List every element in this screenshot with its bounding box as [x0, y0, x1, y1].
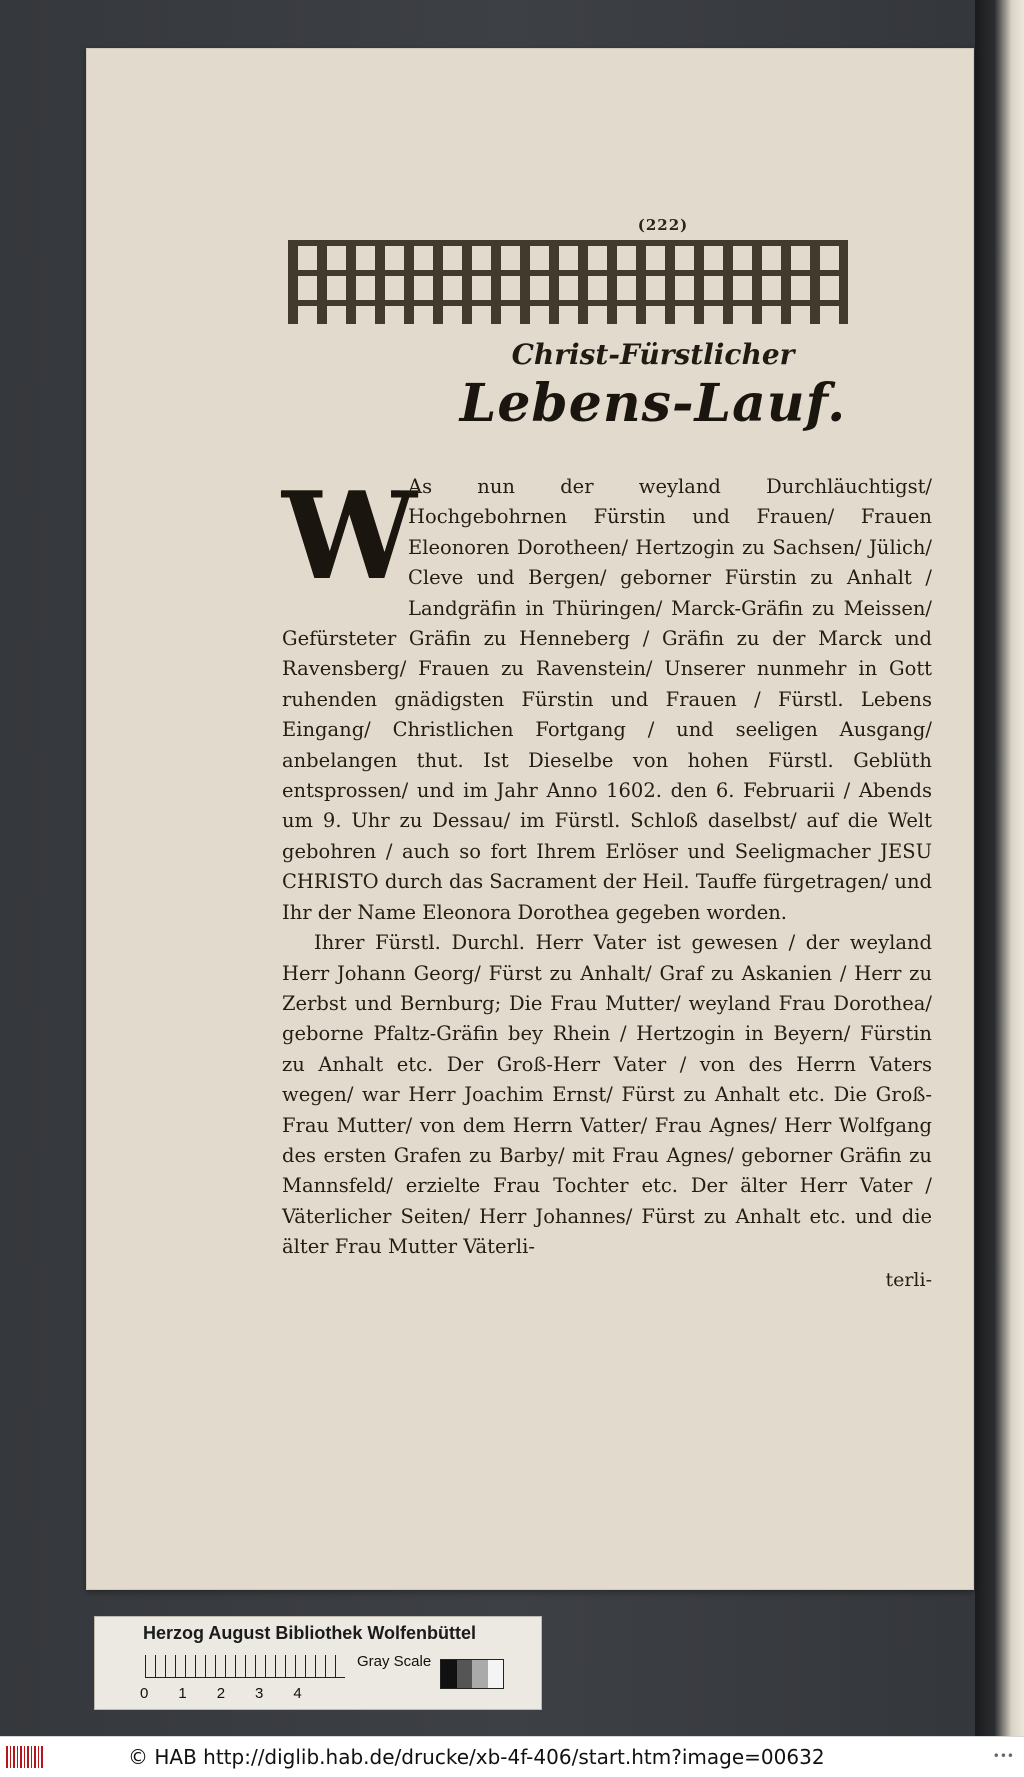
- gray-patches: [440, 1659, 504, 1689]
- ornament-band-icon: [288, 240, 848, 324]
- paragraph: As nun der weyland Durchläuchtigst/ Hochgebohrnen Fürstin und Frauen/ Frauen Eleonoren Dorotheen/ Hertzogin zu Sachsen/ Jülich/ Cleve und Bergen/ geborner Fürstin zu Anhalt / Landgräfin in Thüringen/ Marck-Gräfin zu Meissen/ Gefürsteter Gräfin zu Henneberg / Gräfin zu der Marck und Ravensberg/ Frauen zu Ravenstein/ Unserer nunmehr in Gott ruhenden gnädigsten Fürstin und Frauen / Fürstl. Lebens Eingang/ Christlichen Fortgang / und seeligen Ausgang/ anbelangen thut. Ist Dieselbe von hohen Fürstl. Geblüth entsprossen/ und im Jahr Anno 1602. den 6. Februarii / Abends um 9. Uhr zu Dessau/ im Fürstl. Schloß daselbst/ auf die Welt gebohren / auch so fort Ihrem Erlöser und Seeligmacher JESU CHRISTO durch das Sacrament der Heil. Tauffe fürgetragen/ und Ihr der Name Eleonora Dorothea gegeben worden.: [282, 475, 932, 924]
- catchword: terli-: [885, 1268, 932, 1291]
- gray-patch: [472, 1660, 488, 1688]
- ruler-numbers: [140, 1685, 370, 1702]
- page-header: [368, 216, 1018, 446]
- ruler-number: 1: [178, 1685, 187, 1702]
- dropcap: W: [282, 466, 417, 607]
- heading-large: Lebens-Lauf.: [459, 373, 847, 434]
- hab-logo-icon: [6, 1746, 44, 1768]
- page-number: (222): [637, 216, 689, 234]
- paragraph: Ihrer Fürstl. Durchl. Herr Vater ist gewesen / der weyland Herr Johann Georg/ Fürst zu Anhalt/ Graf zu Askanien / Herr zu Zerbst und Bernburg; Die Frau Mutter/ weyland Frau Dorothea/ geborne Pfaltz-Gräfin bey Rhein / Hertzogin in Beyern/ Fürstin zu Anhalt etc. Der Groß-Herr Vater / von des Herrn Vaters wegen/ war Herr Joachim Ernst/ Fürst zu Anhalt etc. Die Groß-Frau Mutter/ von dem Herrn Vatter/ Frau Agnes/ Herr Wolfgang des ersten Grafen zu Barby/ mit Frau Agnes/ geborner Gräfin zu Mannsfeld/ erzielte Frau Tochter etc. Der älter Herr Vater / Väterlicher Seiten/ Herr Johannes/ Fürst zu Anhalt etc. und die älter Frau Mutter Väterli-: [282, 931, 932, 1259]
- footer-link[interactable]: © HAB http://diglib.hab.de/drucke/xb-4f-406/start.htm?image=00632: [128, 1745, 825, 1769]
- gray-scale-card: [94, 1616, 542, 1710]
- gray-scale-label: Gray Scale: [357, 1653, 432, 1670]
- ruler-number: 0: [140, 1685, 149, 1702]
- ruler-number: 2: [216, 1685, 226, 1702]
- ruler-icon: [145, 1655, 345, 1677]
- gray-patch: [441, 1660, 457, 1688]
- body-text: [282, 466, 932, 1295]
- more-options-icon[interactable]: •••: [992, 1749, 1014, 1763]
- ruler-number: 3: [255, 1685, 264, 1702]
- gray-patch: [488, 1660, 504, 1688]
- ruler-number: 4: [293, 1685, 302, 1702]
- library-name: Herzog August Bibliothek Wolfenbüttel: [143, 1623, 476, 1643]
- gray-patch: [457, 1660, 473, 1688]
- ruler-baseline: [145, 1677, 345, 1678]
- footer-bar: [0, 1736, 1024, 1777]
- heading-small: Christ-Fürstlicher: [511, 338, 795, 371]
